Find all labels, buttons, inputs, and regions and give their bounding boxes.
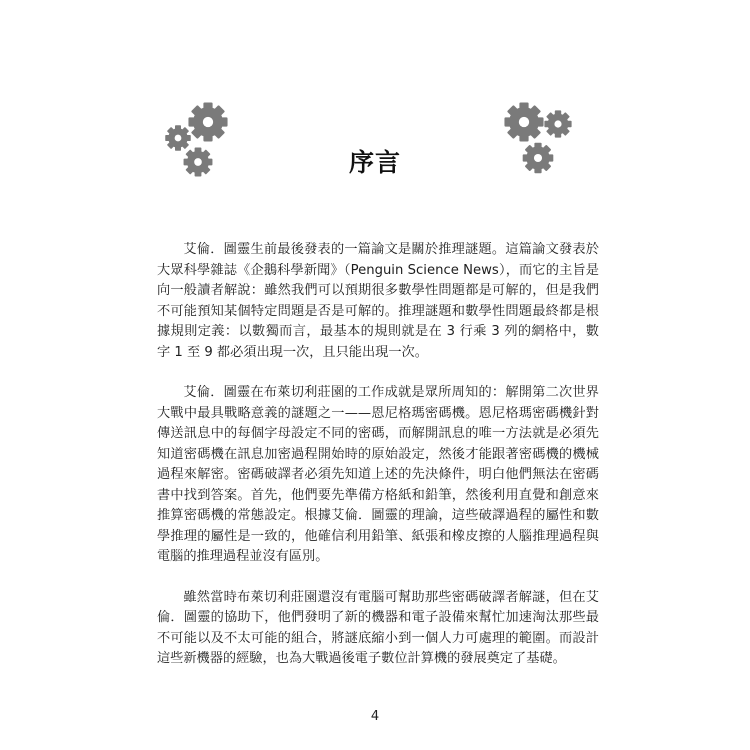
page-number: 4 xyxy=(370,709,380,724)
paragraph: 艾倫．圖靈生前最後發表的一篇論文是關於推理謎題。這篇論文發表於大眾科學雜誌《企鵝科學新聞》（Penguin Science News），而它的主旨是向一般讀者解說：雖然我們可以預期很多數學性問題都是可解的，但是我們不可能預知某個特定問題是否是可解的。推理謎題和數學性問題最終都是根據規則定義：以數獨而言，最基本的規則就是在 3 行乘 3 列的網格中，數字 1 至 9 都必須出現一次，且只能出現一次。 xyxy=(157,242,599,360)
body-text xyxy=(157,240,599,690)
page-title: 序言 xyxy=(348,148,401,177)
paragraph: 艾倫．圖靈在布萊切利莊園的工作成就是眾所周知的：解開第二次世界大戰中最具戰略意義的謎題之一——恩尼格瑪密碼機。恩尼格瑪密碼機針對傳送訊息中的每個字母設定不同的密碼，而解開訊息的唯一方法就是必須先知道密碼機在訊息加密過程開始時的原始設定，然後才能跟著密碼機的機械過程來解密。密碼破譯者必須先知道上述的先決條件，明白他們無法在密碼書中找到答案。首先，他們要先準備方格紙和鉛筆，然後利用直覺和創意來推算密碼機的常態設定。根據艾倫．圖靈的理論，這些破譯過程的屬性和數學推理的屬性是一致的，他確信利用鉛筆、紙張和橡皮擦的人腦推理過程與電腦的推理過程並沒有區別。 xyxy=(157,385,599,564)
paragraph: 雖然當時布萊切利莊園還沒有電腦可幫助那些密碼破譯者解謎，但在艾倫．圖靈的協助下，他們發明了新的機器和電子設備來幫忙加速淘汰那些最不可能以及不太可能的組合，將謎底縮小到一個人力可處理的範圍。而設計這些新機器的經驗，也為大戰過後電子數位計算機的發展奠定了基礎。 xyxy=(157,589,599,666)
